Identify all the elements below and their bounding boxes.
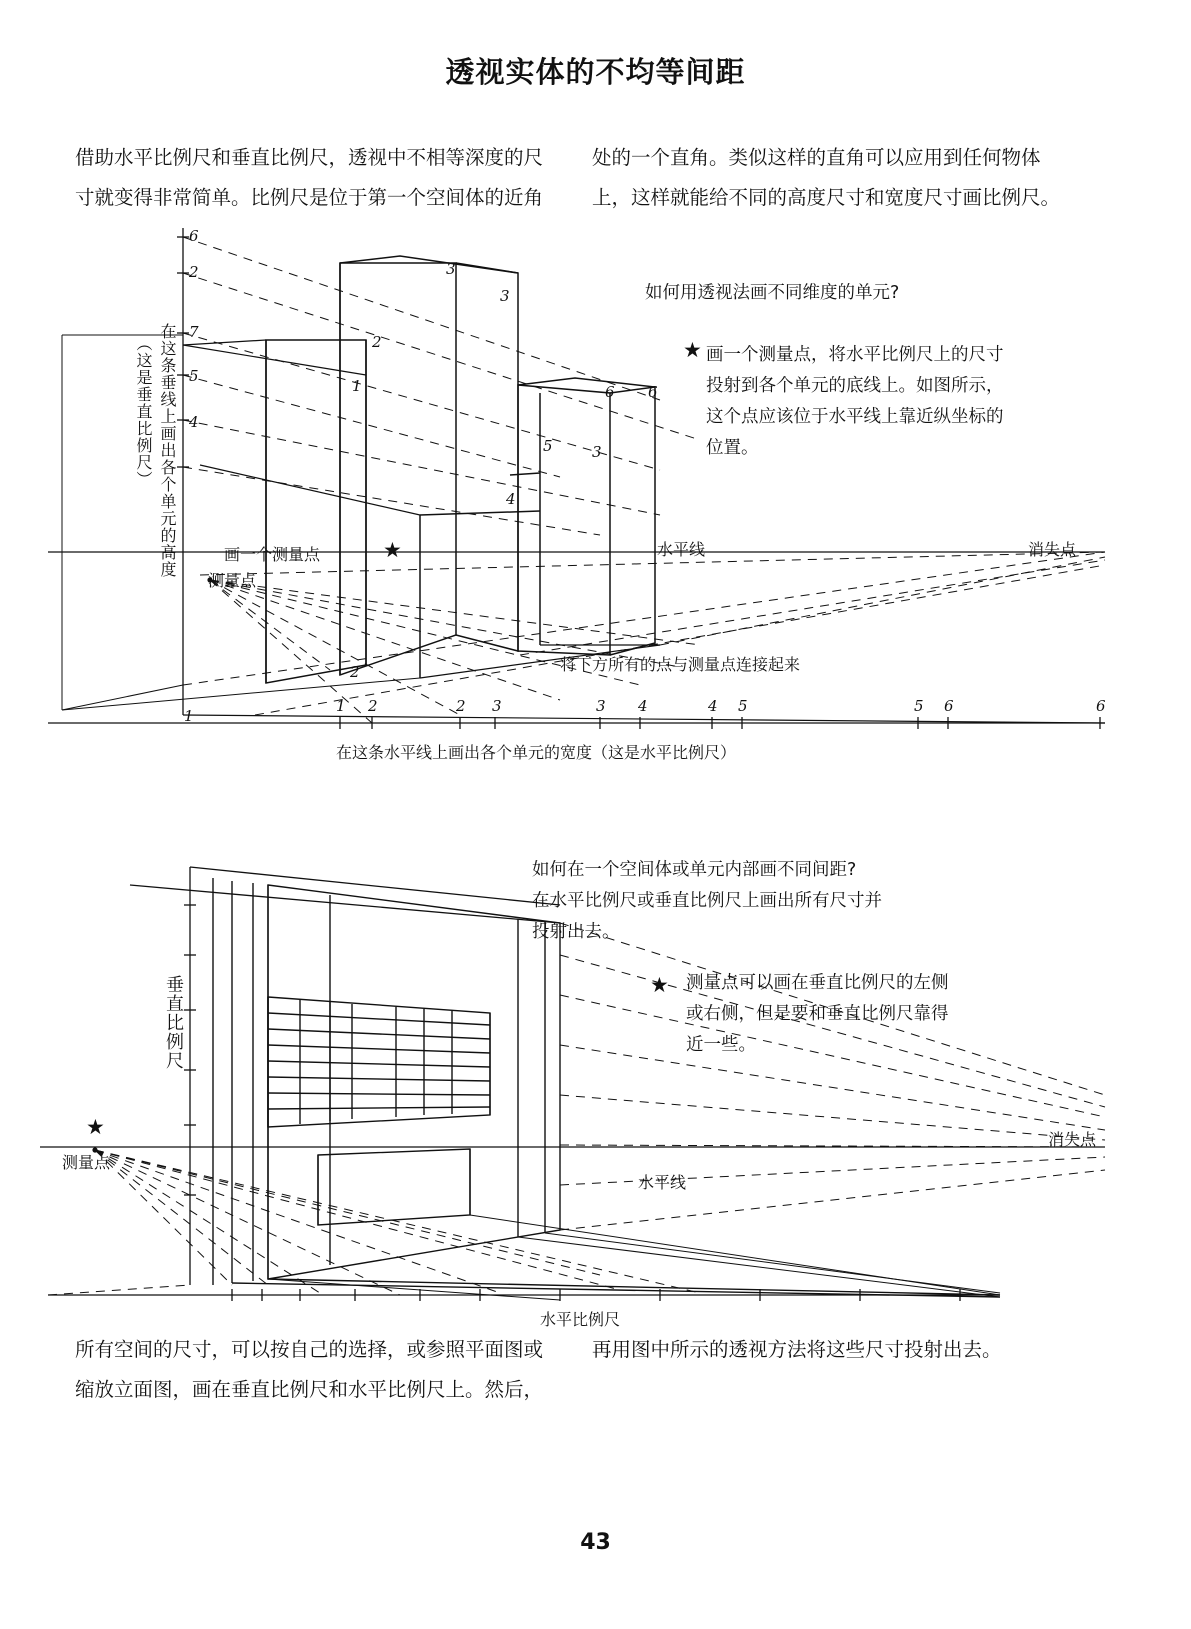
bottom-left-line-2: 缩放立面图，画在垂直比例尺和水平比例尺上。然后，	[75, 1378, 544, 1401]
vscale-num-7: 7	[189, 323, 199, 341]
intro-right-line-1: 处的一个直角。类似这样的直角可以应用到任何物体	[592, 146, 1041, 169]
bscale-num-1b: 1	[184, 707, 194, 725]
bscale-num-6a: 6	[944, 697, 954, 715]
figure2-note-line-2: 或右侧，但是要和垂直比例尺靠得	[686, 1004, 949, 1024]
block-num-4: 4	[506, 490, 516, 508]
figure2-note	[686, 968, 949, 1061]
block-num-3b: 3	[500, 287, 510, 305]
bscale-num-5b: 5	[914, 697, 924, 715]
label-horizon-line: 水平线	[657, 540, 706, 559]
bscale-num-4b: 4	[708, 697, 718, 715]
block-num-6b: 6	[648, 383, 658, 401]
bottom-right-line-1: 再用图中所示的透视方法将这些尺寸投射出去。	[592, 1338, 1002, 1361]
block-num-5: 5	[543, 437, 553, 455]
figure1-note-line-2: 投射到各个单元的底线上。如图所示，	[706, 376, 1004, 396]
intro-right-line-2: 上，这样就能给不同的高度尺寸和宽度尺寸画比例尺。	[592, 186, 1061, 209]
figure1-note-line-1: 画一个测量点，将水平比例尺上的尺寸	[706, 345, 1004, 365]
intro-left-line-2: 寸就变得非常简单。比例尺是位于第一个空间体的近角	[75, 186, 544, 209]
star-icon-figure2-measure-point: ★	[86, 1116, 105, 1139]
block-num-3c: 3	[592, 443, 602, 461]
figure2-question	[532, 855, 882, 948]
bottom-paragraph-left	[75, 1330, 545, 1410]
bscale-num-2a: 2	[368, 697, 378, 715]
star-icon-figure2-note: ★	[650, 974, 669, 997]
figure1-note	[706, 340, 1004, 464]
figure1-note-line-3: 这个点应该位于水平线上靠近纵坐标的	[706, 407, 1004, 427]
figure1-question-text: 如何用透视法画不同维度的单元?	[645, 283, 900, 303]
vscale-num-4: 4	[189, 413, 199, 431]
vscale-num-6: 6	[189, 227, 199, 245]
label-connect-points-note: 将下方所有的点与测量点连接起来	[560, 655, 801, 674]
bscale-num-2b: 2	[456, 697, 466, 715]
bottom-paragraph-right	[592, 1330, 1082, 1370]
vscale-num-1: 1	[352, 377, 362, 395]
figure-upper-perspective-diagram	[0, 215, 1191, 785]
label-vanishing-point: 消失点	[1028, 540, 1077, 559]
bscale-num-3b: 3	[596, 697, 606, 715]
bscale-num-4a: 4	[638, 697, 648, 715]
intro-left-line-1: 借助水平比例尺和垂直比例尺，透视中不相等深度的尺	[75, 146, 544, 169]
figure2-question-line-2: 在水平比例尺或垂直比例尺上画出所有尺寸并	[532, 891, 882, 911]
label-measure-point-2: 测量点	[62, 1153, 111, 1172]
figure1-question	[645, 278, 899, 309]
label-baseline-caption: 在这条水平线上画出各个单元的宽度（这是水平比例尺）	[336, 743, 737, 762]
bscale-num-5a: 5	[738, 697, 748, 715]
bottom-left-line-1: 所有空间的尺寸，可以按自己的选择，或参照平面图或	[75, 1338, 544, 1361]
label-vanishing-point-2: 消失点	[1048, 1130, 1097, 1149]
page-number: 43	[580, 1530, 611, 1555]
label-vertical-scale-2: 垂直比例尺	[163, 975, 184, 1070]
star-icon-figure1-note: ★	[683, 339, 702, 362]
vscale-num-5: 5	[189, 367, 199, 385]
block-num-6a: 6	[605, 383, 615, 401]
star-icon-figure1-inline: ★	[383, 539, 402, 562]
bscale-num-6b: 6	[1096, 697, 1106, 715]
figure2-question-line-3: 投射出去。	[532, 922, 620, 942]
label-measure-point: 测量点	[208, 571, 257, 590]
bscale-num-3a: 3	[492, 697, 502, 715]
label-horizon-line-2: 水平线	[638, 1173, 687, 1192]
intro-paragraph-right	[592, 138, 1072, 218]
page-title: 透视实体的不均等间距	[445, 55, 746, 89]
block-num-3a: 3	[446, 260, 456, 278]
figure2-question-line-1: 如何在一个空间体或单元内部画不同间距?	[532, 860, 857, 880]
vscale-num-2: 2	[189, 263, 199, 281]
figure2-note-line-1: 测量点可以画在垂直比例尺的左侧	[686, 973, 949, 993]
label-vertical-scale-heights: 在这条垂线上画出各个单元的高度	[158, 323, 177, 578]
figure2-note-line-3: 近一些。	[686, 1035, 756, 1055]
bscale-num-1a: 1	[336, 697, 346, 715]
block-num-2b: 2	[350, 663, 360, 681]
figure1-note-line-4: 位置。	[706, 438, 759, 458]
block-num-2a: 2	[372, 333, 382, 351]
intro-paragraph-left	[75, 138, 545, 218]
label-draw-measure-point: 画一个测量点	[224, 545, 321, 564]
label-horizontal-scale-2: 水平比例尺	[540, 1310, 621, 1329]
vanishing-construction-lines	[183, 237, 1105, 723]
label-vertical-scale-note: （这是垂直比例尺）	[134, 335, 153, 488]
